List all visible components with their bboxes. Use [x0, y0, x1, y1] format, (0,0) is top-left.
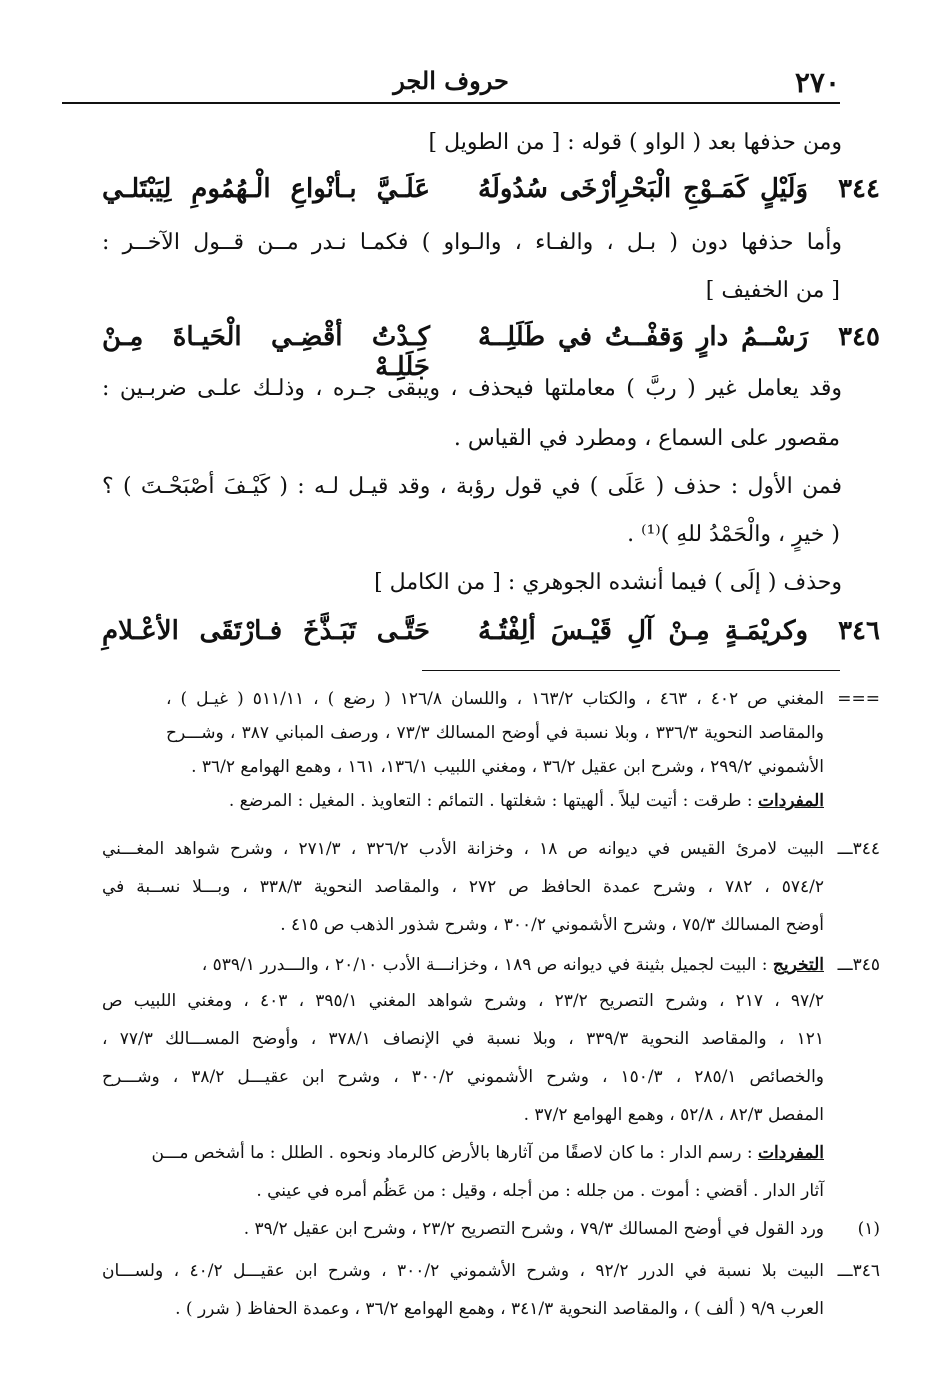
- footnote-label: ٣٤٤ـــ: [837, 839, 880, 859]
- verse-first-hemistich: رَسْــمُ دارٍ وَقفْــتُ في طَلَلِــهْ: [478, 322, 808, 352]
- footnote-line: الأشموني ٢٩٩/٢ ، وشرح ابن عقيل ٣٦/٢ ، ومغني اللبيب ١٣٦/١، ١٦١ ، وهمع الهوامع ٣٦/٢ .: [191, 757, 824, 777]
- footnote-label: ٣٤٦ـــ: [837, 1261, 880, 1281]
- footnote-label: (١): [857, 1219, 880, 1239]
- footnote-line: العرب ٩/٩ ( ألف ) ، والمقاصد النحوية ٣٤١/٣ ، وهمع الهوامع ٣٦/٢ ، وعمدة الحفاظ ( شرر ) .: [175, 1299, 824, 1319]
- footnote-line: والخصائص ٢٨٥/١ ، ١٥٠/٣ ، وشرح الأشموني ٣٠٠/٢ ، وشرح ابن عقيـــل ٣٨/٢ ، وشـــرح: [102, 1067, 825, 1087]
- vocab-text: : طرقت : أتيت ليلاً . ألهيتها : شغلتها . التمائم : التعاويذ . المغيل : المرضع .: [228, 791, 753, 811]
- verse-first-hemistich: وكريْمَـةٍ مِـنْ آلِ قَيْـسَ ألِفْتُـهُ: [478, 616, 808, 646]
- footnote-line: البيت لامرئ القيس في ديوانه ص ١٨ ، وخزانة الأدب ٣٢٦/٢ ، ٢٧١/٣ ، وشرح شواهد المغـــني: [102, 839, 824, 859]
- footnote-line: أوضح المسالك ٧٥/٣ ، وشرح الأشموني ٣٠٠/٢ ، وشرح شذور الذهب ص ٤١٥ .: [280, 915, 824, 935]
- footnote-line: المغني ص ٤٠٢ ، ٤٦٣ ، والكتاب ١٦٣/٢ ، واللسان ١٢٦/٨ ( رضع ) ، ٥١١/١١ ( غيـل ) ،: [166, 689, 824, 709]
- verse-number: ٣٤٥: [838, 322, 880, 352]
- footnote-label: ٣٤٥ـــ: [837, 955, 880, 975]
- footnote-line: ورد القول في أوضح المسالك ٧٩/٣ ، وشرح التصريح ٢٣/٢ ، وشرح ابن عقيل ٣٩/٢ .: [243, 1219, 824, 1239]
- verse-first-hemistich: وَلَيْلٍ كَمَـوْجِ الْبَحْرِأرْخَى سُدُولَهُ: [478, 174, 808, 204]
- footnote-separator: [422, 670, 840, 671]
- footnote-line: : رسم الدار : ما كان لاصقًا من آثارها بالأرض كالرماد ونحوه . الطلل : ما أشخص مـــن: [151, 1143, 753, 1163]
- footnote-line: ٥٧٤/٢ ، ٧٨٢ ، وشرح عمدة الحافظ ص ٢٧٢ ، والمقاصد النحوية ٣٣٨/٣ ، وبـــلا نســبة في: [102, 877, 824, 897]
- footnote-line: ٩٧/٢ ، ٢١٧ ، وشرح التصريح ٢٣/٢ ، وشرح شواهد المغني ٣٩٥/١ ، ٤٠٣ ، ومغني اللبيب ص: [102, 991, 824, 1011]
- paragraph-line: ومن حذفها بعد ( الواو ) قوله : [ من الطويل ]: [428, 130, 842, 155]
- paragraph-line: وحذف ( إلَى ) فيما أنشده الجوهري : [ من الكامل ]: [374, 570, 842, 595]
- paragraph-line: [ من الخفيف ]: [705, 278, 840, 303]
- verse-number: ٣٤٦: [838, 616, 880, 646]
- verse-number: ٣٤٤: [838, 174, 880, 204]
- vocab-label: المفردات: [757, 791, 824, 811]
- running-title: حروف الجر: [393, 66, 509, 95]
- footnote-line: آثار الدار . أقضي : أموت . من جلله : من أجله ، وقيل : من عَظُم أمره في عيني .: [256, 1181, 824, 1201]
- paragraph-line: فمن الأول : حذف ( عَلَى ) في قول رؤبة ، وقد قيـل لـه : ( كَيْـفَ أصْبَحْـتَ ) ؟: [102, 474, 842, 499]
- footnote-line: : البيت لجميل بثينة في ديوانه ص ١٨٩ ، وخزانـــة الأدب ٢٠/١٠ ، والـــدرر ٥٣٩/١ ،: [201, 955, 768, 975]
- verse-344: [102, 170, 880, 218]
- footnote-line: البيت بلا نسبة في الدرر ٩٢/٢ ، وشرح الأشموني ٣٠٠/٢ ، وشرح ابن عقيـــل ٤٠/٢ ، ولســـان: [102, 1261, 824, 1281]
- paragraph-line: وأما حذفها دون ( بـل ، والفـاء ، والـواو ) فكمـا نـدر مــن قــول الآخــر :: [102, 230, 842, 255]
- paragraph-line: ( خيرٍ ، والْحَمْدُ للهِ )⁽¹⁾ .: [627, 522, 840, 547]
- footnote-line: والمقاصد النحوية ٣٣٦/٣ ، وبلا نسبة في أوضح المسالك ٧٣/٣ ، ورصف المباني ٣٨٧ ، وشـــرح: [166, 723, 824, 743]
- paragraph-line: وقد يعامل غير ( ربَّ ) معاملتها فيحذف ، ويبقى جـره ، وذلـك علـى ضربـين :: [102, 376, 842, 401]
- verse-second-hemistich: كِـدْتُ أقْضِـي الْحَيـاةَ مِـنْ جَلَلِـهْ: [102, 322, 430, 382]
- verse-second-hemistich: حَتَّـى تَبَـذَّخَ فـارْتَقَى الأعْـلامِ: [102, 616, 430, 646]
- vocab-label: المفردات: [757, 1143, 824, 1163]
- footnote-takhrij-line: [102, 950, 824, 980]
- page-number: ٢٧٠: [794, 66, 840, 99]
- takhrij-label: التخريج: [772, 955, 824, 975]
- verse-second-hemistich: عَلَـيَّ بـأنْواعِ الْـهُمُومِ لِيَبْتَلـي: [102, 174, 430, 204]
- verse-345: [102, 318, 880, 382]
- footnote-vocab-line: [229, 786, 824, 816]
- footnote-line: ١٢١ ، والمقاصد النحوية ٣٣٩/٣ ، وبلا نسبة في الإنصاف ٣٧٨/١ ، وأوضح المســـالك ٧٧/٣ ،: [102, 1029, 824, 1049]
- footnote-line: المفصل ٨٢/٣ ، ٥٢/٨ ، وهمع الهوامع ٣٧/٢ .: [523, 1105, 824, 1125]
- page-header: [62, 62, 840, 104]
- verse-346: [102, 612, 880, 660]
- paragraph-line: مقصور على السماع ، ومطرد في القياس .: [453, 426, 840, 451]
- footnote-vocab-line: [102, 1138, 824, 1168]
- footnote-label: ===: [837, 689, 880, 709]
